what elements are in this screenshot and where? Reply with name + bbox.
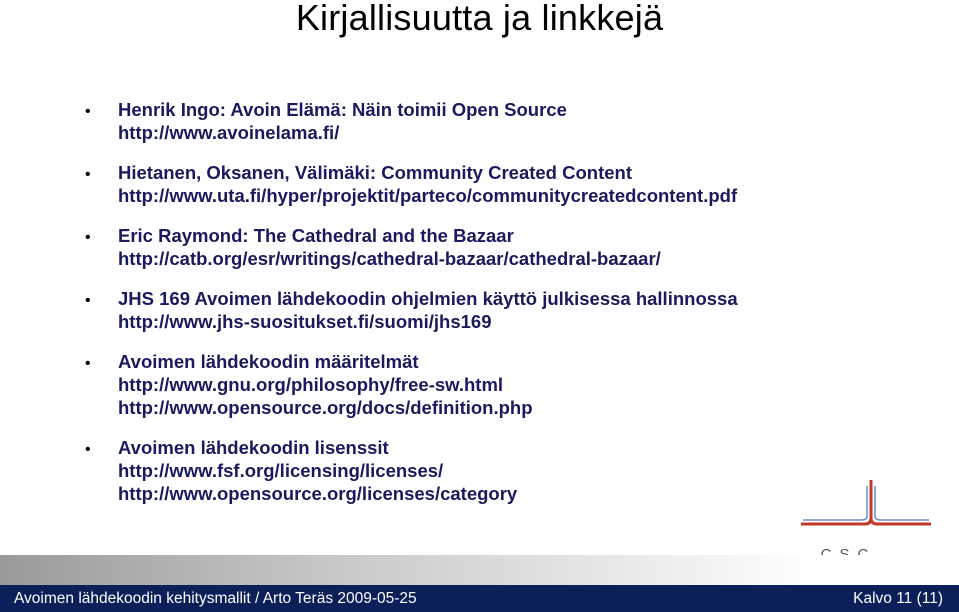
reference-title: Hietanen, Oksanen, Välimäki: Community Created Content xyxy=(118,162,632,183)
bullet-icon: • xyxy=(85,292,91,309)
list-item xyxy=(0,350,900,419)
footer-presentation-info: Avoimen lähdekoodin kehitysmallit / Arto Teräs 2009-05-25 xyxy=(14,590,417,607)
list-item xyxy=(0,224,900,270)
reference-link[interactable]: http://www.avoinelama.fi/ xyxy=(118,122,340,143)
reference-link[interactable]: http://www.fsf.org/licensing/licenses/ xyxy=(118,460,444,481)
slide-footer xyxy=(0,585,959,612)
list-item xyxy=(0,287,900,333)
bullet-icon: • xyxy=(85,229,91,246)
bullet-icon: • xyxy=(85,355,91,372)
list-item xyxy=(0,161,900,207)
reference-link[interactable]: http://catb.org/esr/writings/cathedral-bazaar/cathedral-bazaar/ xyxy=(118,248,661,269)
footer-gradient-strip xyxy=(0,555,959,585)
bullet-icon: • xyxy=(85,103,91,120)
footer-slide-number: Kalvo 11 (11) xyxy=(853,590,943,607)
reference-title: JHS 169 Avoimen lähdekoodin ohjelmien käyttö julkisessa hallinnossa xyxy=(118,288,738,309)
bullet-icon: • xyxy=(85,441,91,458)
reference-title: Eric Raymond: The Cathedral and the Bazaar xyxy=(118,225,514,246)
reference-title: Avoimen lähdekoodin määritelmät xyxy=(118,351,419,372)
bullet-icon: • xyxy=(85,166,91,183)
reference-link[interactable]: http://www.uta.fi/hyper/projektit/parteco/communitycreatedcontent.pdf xyxy=(118,185,738,206)
reference-link[interactable]: http://www.gnu.org/philosophy/free-sw.html xyxy=(118,374,504,395)
reference-link[interactable]: http://www.jhs-suositukset.fi/suomi/jhs169 xyxy=(118,311,492,332)
reference-link[interactable]: http://www.opensource.org/licenses/category xyxy=(118,483,518,504)
csc-logo-icon xyxy=(801,478,931,548)
list-item xyxy=(0,98,900,144)
reference-title: Henrik Ingo: Avoin Elämä: Näin toimii Open Source xyxy=(118,99,567,120)
slide-title: Kirjallisuutta ja linkkejä xyxy=(295,0,664,38)
reference-title: Avoimen lähdekoodin lisenssit xyxy=(118,437,389,458)
reference-list xyxy=(0,98,900,522)
reference-link[interactable]: http://www.opensource.org/docs/definition.php xyxy=(118,397,533,418)
list-item xyxy=(0,436,900,505)
